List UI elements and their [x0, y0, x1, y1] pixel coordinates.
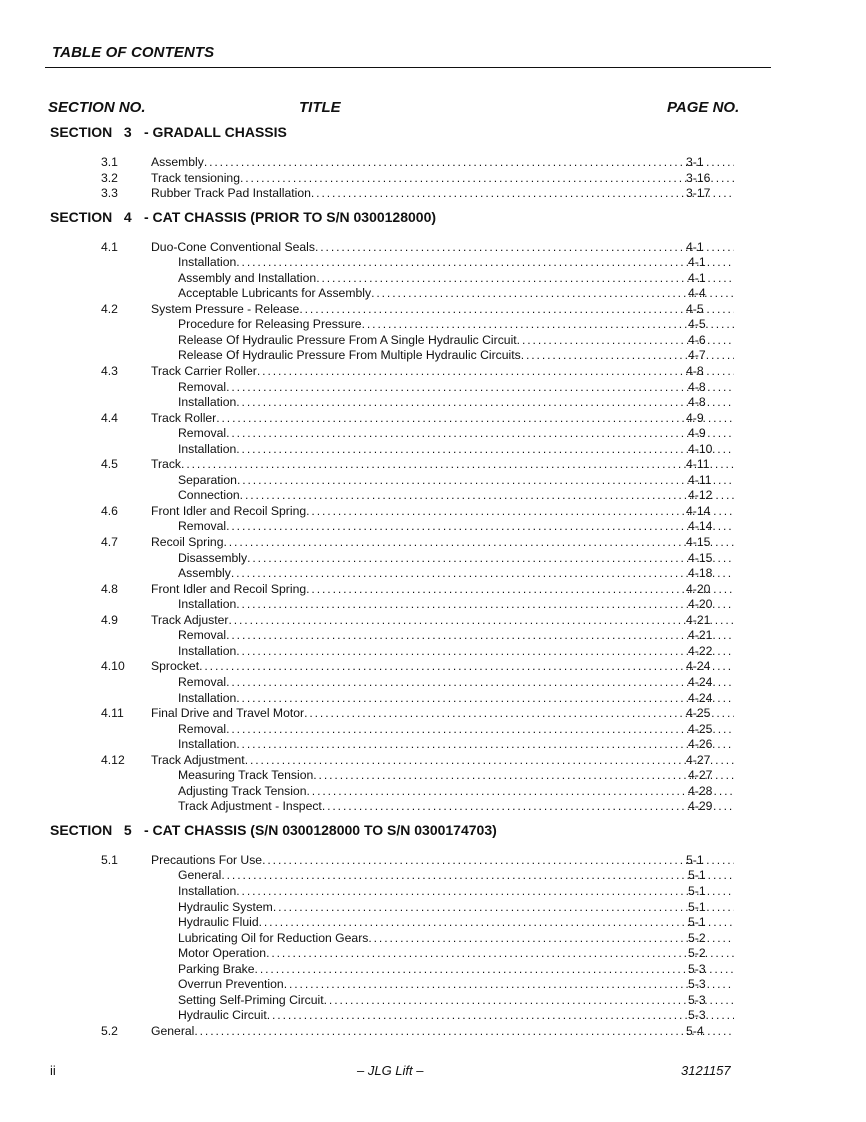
dot-leader: [322, 799, 734, 815]
entry-title: Front Idler and Recoil Spring: [151, 581, 307, 596]
entry-page: 4-15: [686, 535, 711, 550]
section-label: SECTION 4: [50, 208, 132, 225]
toc-subentry[interactable]: [0, 488, 866, 504]
entry-title-leader: [178, 946, 734, 962]
toc-subentry[interactable]: [0, 1008, 866, 1024]
entry-title: Motor Operation: [178, 946, 267, 961]
dot-leader: [259, 915, 734, 931]
entry-title-leader: [178, 977, 734, 993]
entry-title: General: [151, 1023, 195, 1038]
entry-title-leader: [151, 240, 734, 256]
dot-leader: [236, 255, 734, 271]
entry-title: Recoil Spring: [151, 535, 224, 550]
entry-title: Track Roller: [151, 410, 217, 425]
entry-number: 4.12: [101, 752, 125, 767]
dot-leader: [284, 977, 734, 993]
footer-document-number: 3121157: [681, 1063, 731, 1078]
entry-title: Front Idler and Recoil Spring: [151, 503, 307, 518]
entry-page: 4-24: [688, 690, 713, 705]
toc-subentry[interactable]: [0, 799, 866, 815]
entry-title-leader: [178, 395, 734, 411]
dot-leader: [315, 240, 734, 256]
entry-title: Release Of Hydraulic Pressure From A Single Hydraulic Circuit: [178, 332, 517, 347]
dot-leader: [204, 155, 734, 171]
entry-title-leader: [178, 884, 734, 900]
entry-number: 5.2: [101, 1023, 118, 1038]
toc-entry[interactable]: [0, 504, 866, 520]
entry-page: 5-3: [688, 992, 706, 1007]
entry-number: 4.3: [101, 364, 118, 379]
dot-leader: [306, 504, 734, 520]
dot-leader: [311, 186, 734, 202]
entry-title-leader: [178, 644, 734, 660]
entry-page: 4-1: [688, 270, 706, 285]
toc-subentry[interactable]: [0, 768, 866, 784]
dot-leader: [226, 675, 734, 691]
entry-title-leader: [178, 993, 734, 1009]
toc-entry[interactable]: [0, 186, 866, 202]
toc-entry[interactable]: [0, 364, 866, 380]
entry-number: 4.4: [101, 410, 118, 425]
entry-title: System Pressure - Release: [151, 301, 300, 316]
entry-title-leader: [178, 597, 734, 613]
entry-title-leader: [178, 628, 734, 644]
section-label: SECTION 5: [50, 821, 132, 838]
entry-title-leader: [178, 768, 734, 784]
toc-subentry[interactable]: [0, 566, 866, 582]
dot-leader: [226, 722, 734, 738]
entry-title-leader: [178, 380, 734, 396]
footer-publisher: – JLG Lift –: [357, 1063, 424, 1078]
entry-title-leader: [178, 286, 734, 302]
entry-page: 4-25: [688, 721, 713, 736]
entry-title: Setting Self-Priming Circuit: [178, 992, 324, 1007]
dot-leader: [236, 884, 734, 900]
entry-title-leader: [151, 706, 734, 722]
entry-title: Track Carrier Roller: [151, 364, 257, 379]
entry-page: 4-9: [688, 426, 706, 441]
entry-page: 5-3: [688, 1008, 706, 1023]
entry-title: Installation: [178, 690, 237, 705]
entry-title: Duo-Cone Conventional Seals: [151, 239, 315, 254]
entry-page: 4-15: [688, 550, 713, 565]
toc-subentry[interactable]: [0, 977, 866, 993]
entry-title-leader: [178, 519, 734, 535]
entry-page: 4-18: [688, 566, 713, 581]
entry-title: Removal: [178, 519, 227, 534]
toc-entry[interactable]: [0, 613, 866, 629]
dot-leader: [231, 566, 734, 582]
entry-title-leader: [151, 411, 734, 427]
dot-leader: [299, 302, 734, 318]
entry-page: 4-11: [686, 457, 710, 472]
dot-leader: [316, 271, 734, 287]
toc-subentry[interactable]: [0, 551, 866, 567]
dot-leader: [228, 613, 734, 629]
column-header-section-no: SECTION NO.: [48, 99, 146, 116]
entry-number: 4.1: [101, 239, 118, 254]
section-title: - GRADALL CHASSIS: [144, 124, 287, 140]
entry-page: 5-3: [688, 961, 706, 976]
entry-title-leader: [151, 659, 734, 675]
toc-entry[interactable]: [0, 706, 866, 722]
entry-title-leader: [178, 722, 734, 738]
entry-title: Removal: [178, 426, 227, 441]
dot-leader: [247, 551, 734, 567]
entry-page: 5-1: [688, 899, 706, 914]
entry-title: Acceptable Lubricants for Assembly: [178, 286, 372, 301]
entry-title-leader: [178, 915, 734, 931]
toc-entry[interactable]: [0, 853, 866, 869]
entry-title: Final Drive and Travel Motor: [151, 706, 305, 721]
entry-title-leader: [178, 900, 734, 916]
toc-subentry[interactable]: [0, 722, 866, 738]
entry-title-leader: [151, 613, 734, 629]
toc-entry[interactable]: [0, 659, 866, 675]
entry-page: 4-24: [688, 674, 713, 689]
entry-title: Disassembly: [178, 550, 248, 565]
toc-subentry[interactable]: [0, 255, 866, 271]
section-title: - CAT CHASSIS (S/N 0300128000 TO S/N 0300174703): [144, 821, 497, 838]
toc-subentry[interactable]: [0, 473, 866, 489]
toc-subentry[interactable]: [0, 784, 866, 800]
entry-number: 4.11: [101, 706, 124, 721]
entry-title-leader: [178, 784, 734, 800]
entry-page: 4-26: [688, 737, 713, 752]
toc-entry[interactable]: [0, 302, 866, 318]
entry-number: 5.1: [101, 852, 118, 867]
entry-page: 4-14: [686, 503, 711, 518]
entry-title: Track: [151, 457, 182, 472]
entry-page: 4-27: [688, 768, 713, 783]
entry-number: 4.8: [101, 581, 118, 596]
entry-page: 5-1: [688, 915, 706, 930]
section-heading: [0, 208, 866, 240]
entry-title: Connection: [178, 488, 240, 503]
dot-leader: [240, 171, 734, 187]
entry-title: Installation: [178, 737, 237, 752]
entry-title: Installation: [178, 441, 237, 456]
toc-subentry[interactable]: [0, 395, 866, 411]
entry-title-leader: [178, 675, 734, 691]
dot-leader: [194, 1024, 734, 1040]
dot-leader: [221, 868, 734, 884]
entry-title-leader: [151, 753, 734, 769]
entry-title-leader: [178, 931, 734, 947]
entry-number: 3.2: [101, 170, 118, 185]
toc-subentry[interactable]: [0, 333, 866, 349]
entry-title: Track tensioning: [151, 170, 240, 185]
entry-title: Assembly: [151, 155, 204, 169]
entry-title: Procedure for Releasing Pressure: [178, 317, 362, 332]
entry-page: 5-4: [686, 1023, 704, 1038]
entry-number: 4.5: [101, 457, 118, 472]
entry-title-leader: [151, 504, 734, 520]
toc-entry[interactable]: [0, 411, 866, 427]
dot-leader: [236, 395, 734, 411]
toc-subentry[interactable]: [0, 380, 866, 396]
footer-page-number: ii: [50, 1063, 56, 1078]
toc-entry[interactable]: [0, 535, 866, 551]
column-header-title: TITLE: [299, 99, 341, 116]
dot-leader: [257, 364, 734, 380]
entry-page: 4-5: [688, 317, 706, 332]
toc-subentry[interactable]: [0, 348, 866, 364]
entry-title-leader: [178, 473, 734, 489]
entry-page: 4-20: [686, 581, 711, 596]
dot-leader: [307, 784, 735, 800]
entry-page: 5-3: [688, 977, 706, 992]
section-label: SECTION 3: [50, 124, 132, 140]
toc-subentry[interactable]: [0, 317, 866, 333]
entry-title-leader: [151, 302, 734, 318]
entry-title-leader: [178, 566, 734, 582]
entry-page: 4-8: [688, 379, 706, 394]
dot-leader: [267, 1008, 734, 1024]
entry-title-leader: [151, 535, 734, 551]
entry-title-leader: [151, 186, 734, 202]
entry-title-leader: [178, 442, 734, 458]
entry-title-leader: [151, 582, 734, 598]
dot-leader: [226, 519, 734, 535]
entry-title: Hydraulic Circuit: [178, 1008, 267, 1023]
entry-page: 4-22: [688, 643, 713, 658]
entry-title: General: [178, 868, 222, 883]
entry-number: 4.9: [101, 612, 118, 627]
dot-leader: [371, 286, 734, 302]
dot-leader: [313, 768, 734, 784]
toc-subentry[interactable]: [0, 884, 866, 900]
entry-page: 4-21: [688, 628, 713, 643]
entry-title-leader: [178, 1008, 734, 1024]
toc-subentry[interactable]: [0, 962, 866, 978]
dot-leader: [236, 644, 734, 660]
entry-title-leader: [151, 1024, 734, 1040]
toc-subentry[interactable]: [0, 442, 866, 458]
toc-entry[interactable]: [0, 1024, 866, 1040]
entry-title: Precautions For Use: [151, 852, 263, 867]
toc-entry[interactable]: [0, 155, 866, 171]
entry-page: 4-12: [688, 488, 713, 503]
entry-title: Measuring Track Tension: [178, 768, 314, 783]
entry-title-leader: [178, 333, 734, 349]
dot-leader: [245, 753, 734, 769]
entry-number: 3.3: [101, 186, 118, 201]
dot-leader: [236, 597, 734, 613]
entry-page: 5-1: [688, 883, 706, 898]
dot-leader: [262, 853, 734, 869]
dot-leader: [306, 582, 734, 598]
entry-title-leader: [178, 551, 734, 567]
entry-page: 3-1: [686, 155, 704, 169]
entry-page: 4-7: [688, 348, 706, 363]
entry-number: 3.1: [101, 155, 118, 169]
entry-page: 4-20: [688, 597, 713, 612]
entry-page: 3-17: [686, 186, 711, 201]
toc-subentry[interactable]: [0, 737, 866, 753]
entry-title: Assembly and Installation: [178, 270, 317, 285]
entry-page: 4-24: [686, 659, 711, 674]
entry-number: 4.2: [101, 301, 118, 316]
toc-subentry[interactable]: [0, 286, 866, 302]
entry-title: Separation: [178, 472, 237, 487]
dot-leader: [304, 706, 734, 722]
toc-entry[interactable]: [0, 753, 866, 769]
dot-leader: [199, 659, 734, 675]
dot-leader: [236, 737, 734, 753]
entry-page: 4-9: [686, 410, 704, 425]
entry-page: 5-1: [688, 868, 706, 883]
dot-leader: [368, 931, 734, 947]
entry-title-leader: [151, 155, 734, 171]
dot-leader: [273, 900, 734, 916]
toc-entry[interactable]: [0, 240, 866, 256]
toc-subentry[interactable]: [0, 946, 866, 962]
entry-title: Hydraulic System: [178, 899, 273, 914]
entry-title: Removal: [178, 628, 227, 643]
entry-title: Sprocket: [151, 659, 200, 674]
toc-entry[interactable]: [0, 457, 866, 473]
entry-page: 4-11: [688, 472, 712, 487]
entry-title: Removal: [178, 674, 227, 689]
entry-title-leader: [178, 271, 734, 287]
toc-subentry[interactable]: [0, 271, 866, 287]
entry-page: 5-2: [688, 930, 706, 945]
dot-leader: [226, 380, 734, 396]
entry-title-leader: [151, 853, 734, 869]
toc-subentry[interactable]: [0, 644, 866, 660]
toc-list: [0, 123, 866, 1039]
entry-title-leader: [178, 317, 734, 333]
toc-subentry[interactable]: [0, 931, 866, 947]
dot-leader: [223, 535, 734, 551]
entry-title: Adjusting Track Tension: [178, 783, 307, 798]
entry-page: 4-1: [688, 255, 706, 270]
toc-entry[interactable]: [0, 582, 866, 598]
toc-subentry[interactable]: [0, 675, 866, 691]
entry-title-leader: [178, 426, 734, 442]
entry-page: 5-2: [688, 946, 706, 961]
toc-entry[interactable]: [0, 171, 866, 187]
entry-page: 4-1: [686, 239, 704, 254]
entry-title-leader: [151, 171, 734, 187]
entry-title: Overrun Prevention: [178, 977, 284, 992]
toc-subentry[interactable]: [0, 691, 866, 707]
entry-page: 4-10: [688, 441, 713, 456]
entry-page: 4-4: [688, 286, 706, 301]
entry-title: Track Adjustment: [151, 752, 245, 767]
dot-leader: [362, 317, 734, 333]
dot-leader: [240, 488, 734, 504]
entry-title: Lubricating Oil for Reduction Gears: [178, 930, 369, 945]
entry-title: Parking Brake: [178, 961, 255, 976]
dot-leader: [255, 962, 734, 978]
entry-title: Removal: [178, 721, 227, 736]
dot-leader: [236, 691, 734, 707]
entry-page: 4-8: [686, 364, 704, 379]
dot-leader: [226, 628, 734, 644]
entry-title-leader: [178, 962, 734, 978]
entry-page: 3-16: [686, 170, 711, 185]
entry-title-leader: [151, 457, 734, 473]
entry-page: 4-28: [688, 783, 713, 798]
entry-number: 4.10: [101, 659, 125, 674]
section-heading: [0, 123, 866, 155]
dot-leader: [266, 946, 734, 962]
toc-subentry[interactable]: [0, 868, 866, 884]
entry-page: 4-25: [686, 706, 711, 721]
dot-leader: [237, 473, 734, 489]
entry-title: Track Adjustment - Inspect: [178, 799, 322, 814]
entry-page: 4-5: [686, 301, 704, 316]
entry-title: Installation: [178, 643, 237, 658]
entry-title: Rubber Track Pad Installation: [151, 186, 311, 201]
entry-title-leader: [178, 691, 734, 707]
entry-title: Hydraulic Fluid: [178, 915, 259, 930]
dot-leader: [226, 426, 734, 442]
title-rule: [45, 67, 771, 68]
entry-page: 4-21: [686, 612, 711, 627]
dot-leader: [236, 442, 734, 458]
entry-title: Track Adjuster: [151, 612, 229, 627]
toc-subentry[interactable]: [0, 993, 866, 1009]
entry-page: 5-1: [686, 852, 704, 867]
toc-subentry[interactable]: [0, 915, 866, 931]
column-header-page-no: PAGE NO.: [667, 99, 740, 116]
entry-title-leader: [178, 348, 734, 364]
entry-title-leader: [178, 737, 734, 753]
entry-page: 4-6: [688, 332, 706, 347]
entry-title-leader: [178, 799, 734, 815]
entry-title-leader: [178, 488, 734, 504]
section-heading: [0, 821, 866, 853]
entry-title: Removal: [178, 379, 227, 394]
dot-leader: [216, 411, 734, 427]
entry-title: Installation: [178, 395, 237, 410]
toc-subentry[interactable]: [0, 519, 866, 535]
toc-subentry[interactable]: [0, 900, 866, 916]
entry-page: 4-14: [688, 519, 713, 534]
entry-title: Release Of Hydraulic Pressure From Multiple Hydraulic Circuits: [178, 348, 521, 363]
entry-page: 4-27: [686, 752, 711, 767]
dot-leader: [324, 993, 734, 1009]
entry-page: 4-29: [688, 799, 713, 814]
dot-leader: [181, 457, 734, 473]
entry-title-leader: [151, 364, 734, 380]
entry-page: 4-8: [688, 395, 706, 410]
toc-subentry[interactable]: [0, 426, 866, 442]
entry-title: Assembly: [178, 566, 231, 581]
entry-title: Installation: [178, 597, 237, 612]
entry-title: Installation: [178, 883, 237, 898]
entry-title-leader: [178, 868, 734, 884]
toc-subentry[interactable]: [0, 628, 866, 644]
toc-subentry[interactable]: [0, 597, 866, 613]
entry-title: Installation: [178, 255, 237, 270]
entry-number: 4.6: [101, 503, 118, 518]
section-title: - CAT CHASSIS (PRIOR TO S/N 0300128000): [144, 208, 437, 225]
page-title: TABLE OF CONTENTS: [52, 44, 215, 61]
entry-title-leader: [178, 255, 734, 271]
entry-number: 4.7: [101, 535, 118, 550]
